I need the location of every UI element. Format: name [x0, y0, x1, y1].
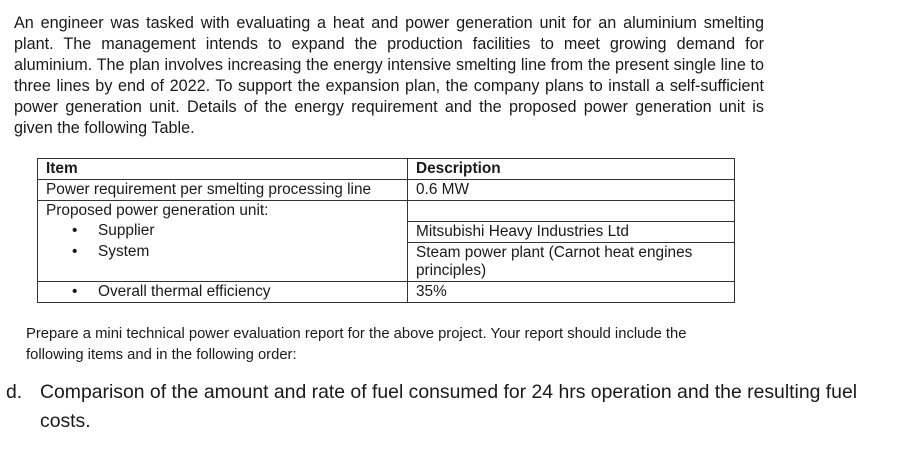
table-row	[38, 242, 735, 281]
table-row	[38, 180, 735, 201]
row-system-desc: Steam power plant (Carnot heat engines principles)	[408, 242, 735, 281]
header-item: Item	[38, 159, 408, 180]
supplier-label: Supplier	[98, 222, 155, 239]
bullet-marker: •	[72, 282, 78, 300]
intro-paragraph: An engineer was tasked with evaluating a heat and power generation unit for an aluminium smelting plant. The management intends to expand the production facilities to meet growing demand for aluminium. The plan involves increasing the energy intensive smelting line from the present single line to three lines by end of 2022. To support the expansion plan, the company plans to install a self-sufficient power generation unit. Details of the energy requirement and the proposed power generation unit is given the following Table.	[14, 14, 764, 137]
item-d	[6, 378, 906, 436]
row-efficiency-desc: 35%	[408, 281, 735, 302]
efficiency-label: Overall thermal efficiency	[98, 282, 271, 300]
prepare-instructions: Prepare a mini technical power evaluation report for the above project. Your report should include the following items and in the following order:	[26, 326, 687, 363]
bullet-marker: •	[72, 222, 78, 239]
row-power-requirement-desc: 0.6 MW	[408, 180, 735, 201]
header-description: Description	[408, 159, 735, 180]
table-row	[38, 281, 735, 302]
bullet-marker: •	[72, 243, 78, 260]
row-proposed-unit-item: Proposed power generation unit:	[38, 201, 408, 222]
row-system-item	[38, 242, 408, 281]
item-d-text: Comparison of the amount and rate of fuel consumed for 24 hrs operation and the resulting fuel costs.	[40, 381, 858, 432]
table-header-row	[38, 159, 735, 180]
row-supplier-desc: Mitsubishi Heavy Industries Ltd	[408, 221, 735, 242]
table-row	[38, 221, 735, 242]
system-label: System	[98, 243, 150, 260]
row-efficiency-item	[38, 281, 408, 302]
item-d-letter: d.	[6, 381, 23, 403]
row-power-requirement-item: Power requirement per smelting processing line	[38, 180, 408, 201]
energy-requirement-table	[37, 158, 735, 303]
table-row	[38, 201, 735, 222]
row-supplier-item	[38, 221, 408, 242]
row-proposed-unit-desc	[408, 201, 735, 222]
